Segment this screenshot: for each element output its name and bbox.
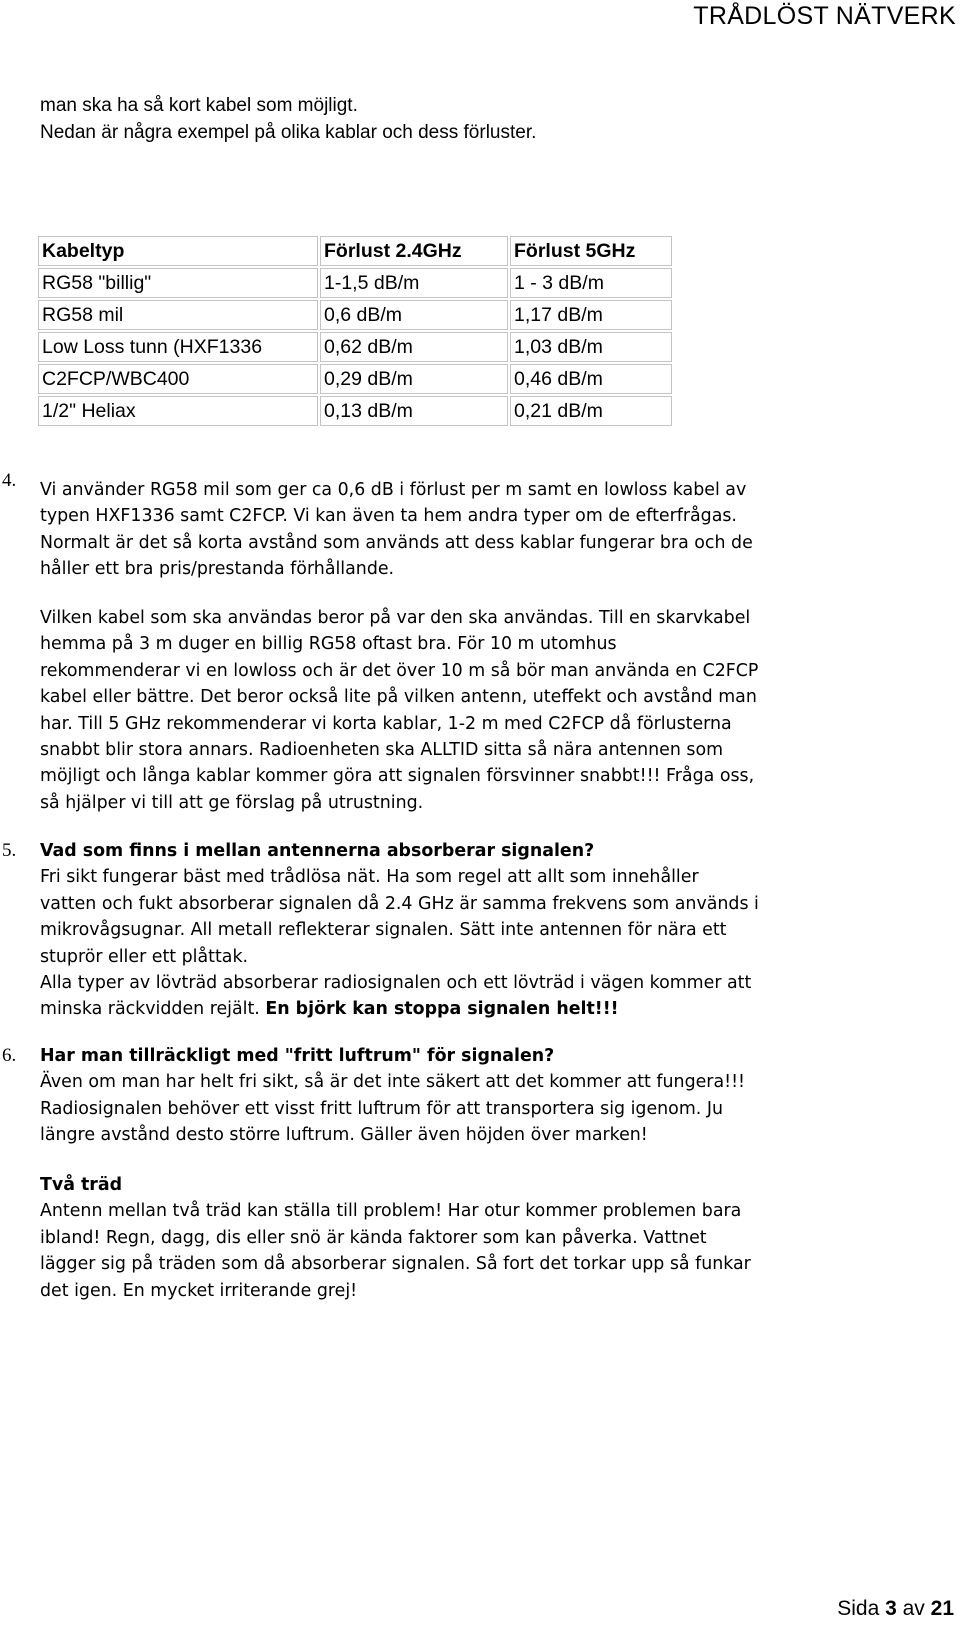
table-cell: 0,6 dB/m	[320, 300, 508, 330]
text-line: Normalt är det så korta avstånd som används att dess kablar fungerar bra och de	[40, 532, 753, 553]
text-line: Vi använder RG58 mil som ger ca 0,6 dB i förlust per m samt en lowloss kabel av	[40, 480, 747, 500]
text-line: hemma på 3 m duger en billig RG58 oftast bra. För 10 m utomhus	[40, 634, 617, 655]
intro-line: man ska ha så kort kabel som möjligt.	[40, 95, 358, 116]
text-segment: minska räckvidden rejält.	[40, 999, 266, 1020]
text-line: ibland! Regn, dagg, dis eller snö är kända faktorer som kan påverka. Vattnet	[40, 1227, 707, 1248]
table-header-cell: Förlust 2.4GHz	[320, 236, 508, 266]
text-line: längre avstånd desto större luftrum. Gäller även höjden över marken!	[40, 1125, 648, 1146]
text-line: snabbt blir stora annars. Radioenheten ska ALLTID sitta så nära antennen som	[40, 740, 724, 761]
page-number-footer	[837, 1597, 954, 1621]
text-line: mikrovågsugnar. All metall reflekterar signalen. Sätt inte antennen för nära ett	[40, 920, 727, 941]
page-separator: av	[896, 1597, 931, 1620]
emphasis-text: En björk kan stoppa signalen helt!!!	[265, 999, 619, 1020]
table-cell: C2FCP/WBC400	[38, 364, 318, 394]
subheading: Två träd	[40, 1175, 123, 1195]
table-cell: 0,21 dB/m	[510, 396, 672, 426]
table-cell: 0,62 dB/m	[320, 332, 508, 362]
text-line	[40, 996, 956, 1022]
text-line: Radiosignalen behöver ett visst fritt luftrum för att transportera sig igenom. Ju	[40, 1098, 723, 1119]
list-number-6: 6.	[2, 1045, 17, 1066]
document-header-title: TRÅDLÖST NÄTVERK	[693, 2, 956, 30]
section-4-paragraph-2	[40, 605, 956, 816]
table-cell: 1/2" Heliax	[38, 396, 318, 426]
text-line: Vilken kabel som ska användas beror på var den ska användas. Till en skarvkabel	[40, 608, 751, 628]
intro-text	[40, 92, 536, 146]
table-header-cell: Kabeltyp	[38, 236, 318, 266]
text-line: typen HXF1336 samt C2FCP. Vi kan även ta hem andra typer om de efterfrågas.	[40, 506, 737, 527]
table-cell: 1-1,5 dB/m	[320, 268, 508, 298]
table-cell: 0,13 dB/m	[320, 396, 508, 426]
text-line: Antenn mellan två träd kan ställa till problem! Har otur kommer problemen bara	[40, 1201, 742, 1222]
table-cell: 1,17 dB/m	[510, 300, 672, 330]
text-line: håller ett bra pris/prestanda förhållande.	[40, 559, 395, 580]
text-line: Fri sikt fungerar bäst med trådlösa nät. Ha som regel att allt som innehåller	[40, 867, 699, 888]
table-cell: 0,46 dB/m	[510, 364, 672, 394]
table-row	[38, 364, 672, 394]
section-6-content	[40, 1043, 956, 1149]
table-row	[38, 396, 672, 426]
text-line: har. Till 5 GHz rekommenderar vi korta kablar, 1-2 m med C2FCP då förlusterna	[40, 713, 732, 734]
section-5-content	[40, 838, 956, 1023]
text-line: så hjälper vi till att ge förslag på utrustning.	[40, 792, 424, 813]
text-line: stuprör eller ett plåttak.	[40, 946, 249, 967]
table-row	[38, 332, 672, 362]
text-line: lägger sig på träden som då absorberar signalen. Så fort det torkar upp så funkar	[40, 1254, 751, 1275]
text-line: vatten och fukt absorberar signalen då 2.4 GHz är samma frekvens som används i	[40, 893, 759, 914]
section-6-heading: Har man tillräckligt med "fritt luftrum" för signalen?	[40, 1046, 555, 1066]
table-cell: Low Loss tunn (HXF1336	[38, 332, 318, 362]
text-line: det igen. En mycket irriterande grej!	[40, 1280, 358, 1301]
section-6-subsection	[40, 1172, 956, 1304]
list-number-4: 4.	[2, 470, 17, 491]
current-page: 3	[885, 1597, 897, 1620]
list-number-5: 5.	[2, 840, 17, 861]
intro-line: Nedan är några exempel på olika kablar och dess förluster.	[40, 122, 537, 143]
table-header-row	[38, 236, 672, 266]
section-5-heading: Vad som finns i mellan antennerna absorberar signalen?	[40, 841, 595, 861]
table-row	[38, 300, 672, 330]
table-cell: 1 - 3 dB/m	[510, 268, 672, 298]
total-pages: 21	[930, 1597, 954, 1620]
text-line: Alla typer av lövträd absorberar radiosignalen och ett lövträd i vägen kommer att	[40, 973, 752, 994]
cable-loss-table	[36, 234, 674, 428]
table-cell: RG58 mil	[38, 300, 318, 330]
section-4-paragraph-1	[40, 477, 956, 583]
text-line: möjligt och långa kablar kommer göra att signalen försvinner snabbt!!! Fråga oss,	[40, 766, 755, 787]
table-cell: RG58 "billig"	[38, 268, 318, 298]
table-cell: 0,29 dB/m	[320, 364, 508, 394]
text-line: kabel eller bättre. Det beror också lite på vilken antenn, uteffekt och avstånd man	[40, 687, 757, 708]
text-line: Även om man har helt fri sikt, så är det inte säkert att det kommer att fungera!!!	[40, 1072, 746, 1093]
text-line: rekommenderar vi en lowloss och är det över 10 m så bör man använda en C2FCP	[40, 660, 759, 681]
table-row	[38, 268, 672, 298]
table-header-cell: Förlust 5GHz	[510, 236, 672, 266]
table-cell: 1,03 dB/m	[510, 332, 672, 362]
page-label: Sida	[837, 1597, 886, 1620]
